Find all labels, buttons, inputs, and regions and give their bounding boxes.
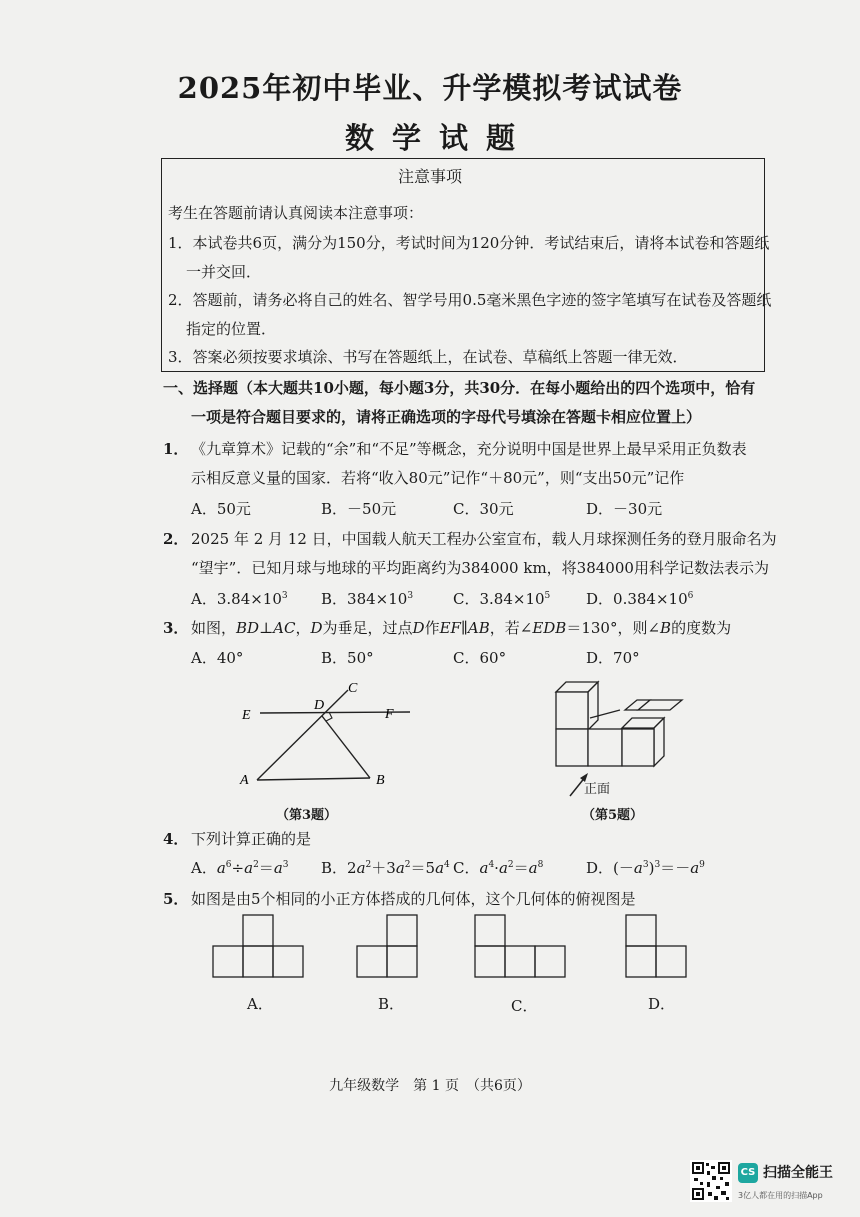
line-db (322, 716, 370, 778)
front-view-label: 正面 (584, 782, 611, 797)
q3-option-b: B．50° (321, 649, 374, 667)
notice-intro: 考生在答题前请认真阅读本注意事项： (168, 204, 424, 222)
notice-item-2: 2．答题前，请务必将自己的姓名、智学号用0.5毫米黑色字迹的签字笔填写在试卷及答题纸 (168, 291, 772, 309)
cube-front-bottom-right (622, 729, 654, 766)
q5-option-a-figure (212, 913, 304, 979)
scanner-slogan: 3亿人都在用的扫描App (738, 1191, 823, 1200)
q1-option-c: C．30元 (453, 500, 514, 518)
notice-item-1: 1．本试卷共6页，满分为150分，考试时间为120分钟．考试结束后，请将本试卷和答题纸 (168, 234, 770, 252)
q2-number: 2． (163, 530, 189, 548)
scanner-app-name: 扫描全能王 (763, 1165, 833, 1181)
q5-option-a: A． (247, 995, 273, 1013)
qr-code-icon (690, 1160, 732, 1202)
q5-option-b: B． (378, 995, 405, 1013)
section-1-heading: 一、选择题（本大题共10小题，每小题3分，共30分．在每小题给出的四个选项中，恰有 (163, 379, 756, 397)
cube-front-top-left (556, 692, 588, 729)
q2-stem-line-1: 2025 年 2 月 12 日，中国载人航天工程办公室宣布，载人月球探测任务的登月服命名为 (191, 530, 777, 548)
exam-subtitle: 数学试题 (344, 121, 533, 155)
notice-item-1-cont: 一并交回． (186, 263, 262, 281)
cube-front-bottom-mid (588, 729, 622, 766)
q2-option-c: C．$3.84\times 10^5$ (453, 590, 551, 608)
camscanner-logo-icon: CS (738, 1163, 758, 1183)
page-footer: 九年级数学 第 1 页 （共6页） (329, 1078, 531, 1094)
notice-heading: 注意事项 (397, 167, 462, 186)
q4-option-a: A．$a^6\div a^2=a^3$ (191, 859, 289, 877)
label-f: F (385, 707, 394, 722)
q1-option-a: A．50元 (191, 500, 251, 518)
q5-number: 5． (163, 890, 189, 908)
q1-number: 1． (163, 440, 189, 458)
q2-option-a: A．$3.84\times 10^3$ (191, 590, 288, 608)
right-angle-mark (326, 712, 332, 721)
line-ab (257, 778, 370, 780)
q2-stem-line-2: “望宇”．已知月球与地球的平均距离约为384000 km，将384000用科学记数法表示为 (191, 559, 769, 577)
q2-option-d: D．$0.384\times 10^6$ (586, 590, 694, 608)
q1-stem-line-1: 《九章算术》记载的“余”和“不足”等概念，充分说明中国是世界上最早采用正负数表 (191, 440, 747, 458)
label-a: A (240, 773, 249, 788)
q5-option-b-figure (356, 913, 420, 979)
figure-3-caption: （第3题） (276, 808, 338, 823)
q5-option-d-figure (625, 913, 689, 979)
exam-title: 2025年初中毕业、升学模拟考试试卷 (177, 71, 683, 105)
section-1-heading-cont: 一项是符合题目要求的，请将正确选项的字母代号填涂在答题卡相应位置上） (191, 408, 702, 426)
figure-3-diagram (230, 676, 420, 792)
q4-option-b: B．$2a^2+3a^2=5a^4$ (321, 859, 450, 877)
q2-option-b: B．$384\times 10^3$ (321, 590, 414, 608)
label-c: C (348, 681, 358, 696)
q3-option-d: D．70° (586, 649, 640, 667)
q4-option-c: C．$a^4\cdot a^2=a^8$ (453, 859, 544, 877)
q4-stem: 下列计算正确的是 (191, 830, 312, 848)
q5-option-d: D． (648, 995, 676, 1013)
label-b: B (376, 773, 385, 788)
q1-option-b: B．－50元 (321, 500, 397, 518)
q4-option-d: D．$(-a^3)^3=-a^9$ (586, 859, 705, 877)
q1-option-d: D．－30元 (586, 500, 663, 518)
cube-front-bottom-left (556, 729, 588, 766)
label-d: D (314, 698, 325, 713)
q5-option-c-figure (474, 913, 566, 979)
q3-number: 3． (163, 619, 189, 637)
q4-number: 4． (163, 830, 189, 848)
q1-stem-line-2: 示相反意义量的国家．若将“收入80元”记作“＋80元”，则“支出50元”记作 (191, 469, 685, 487)
figure-5-caption: （第5题） (582, 808, 644, 823)
label-e: E (242, 708, 251, 723)
q3-option-c: C．60° (453, 649, 507, 667)
figure-5-diagram (550, 680, 700, 805)
notice-item-3: 3．答案必须按要求填涂、书写在答题纸上，在试卷、草稿纸上答题一律无效． (168, 348, 688, 366)
q3-stem: 如图，BD⊥AC，D为垂足，过点D作EF∥AB，若∠EDB＝130°，则∠B的度数为 (191, 619, 732, 637)
q5-stem: 如图是由5个相同的小正方体搭成的几何体，这个几何体的俯视图是 (191, 890, 636, 908)
q3-option-a: A．40° (191, 649, 244, 667)
q5-option-c: C． (511, 997, 538, 1015)
line-ac (257, 690, 348, 780)
notice-item-2-cont: 指定的位置． (186, 320, 277, 338)
